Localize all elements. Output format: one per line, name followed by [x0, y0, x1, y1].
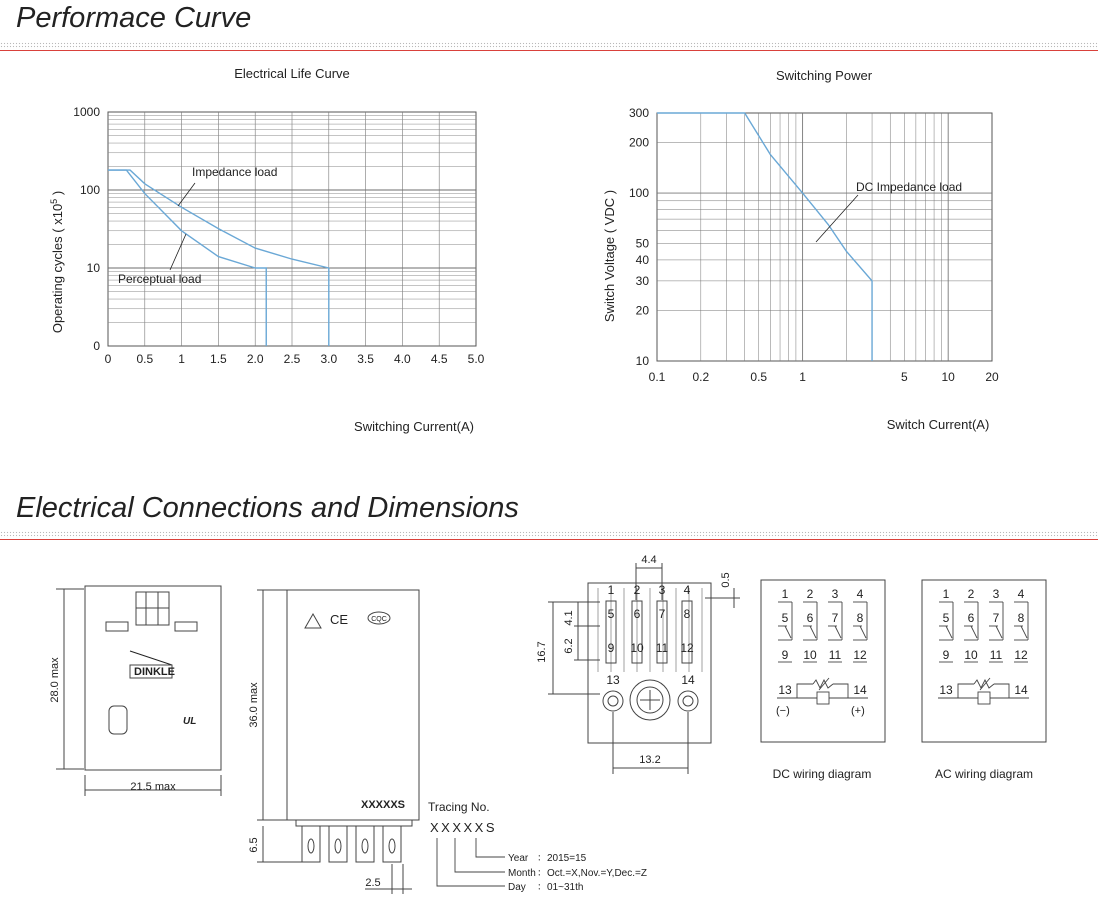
pin-number: 4	[683, 583, 691, 597]
year-label: Year	[508, 853, 529, 864]
front-width-dim: 21.5 max	[130, 781, 176, 793]
pin-number: 1	[607, 583, 615, 597]
pin-number: 7	[992, 611, 1000, 625]
x-tick-labels	[105, 352, 485, 366]
window	[109, 706, 127, 734]
dim-4-1: 4.1	[563, 610, 575, 626]
pin-number: 5	[942, 611, 950, 625]
pin	[356, 826, 374, 862]
y-tick-label: 0	[93, 339, 100, 353]
dim-13-2: 13.2	[639, 754, 661, 766]
side-view-drawing	[257, 590, 419, 894]
pin-number: 12	[1014, 648, 1028, 662]
x-tick-label: 0.1	[648, 370, 666, 384]
pin-number: 14	[1014, 683, 1028, 697]
slot	[106, 622, 128, 631]
dim-pitch: 4.4	[641, 554, 657, 566]
pin-number: 12	[853, 648, 867, 662]
pin-number: 10	[964, 648, 978, 662]
dim-top: 0.5	[720, 572, 732, 588]
dc-wiring-diagram	[761, 580, 885, 781]
x-tick-label: 0.5	[136, 352, 154, 366]
annotation-leader	[816, 195, 858, 242]
pin-number: 10	[630, 641, 644, 655]
pin-number: 1	[942, 587, 950, 601]
pin-number: 6	[633, 607, 641, 621]
y-axis-label: Switch Voltage ( VDC )	[602, 189, 617, 323]
pin-number: 13	[939, 683, 953, 697]
minus-label: (−)	[776, 705, 790, 717]
y-tick-labels	[73, 105, 100, 353]
x-tick-label: 2.5	[283, 352, 301, 366]
series-label-perceptual: Perceptual load	[118, 272, 202, 286]
dc-caption: DC wiring diagram	[772, 767, 872, 781]
section-title-connections: Electrical Connections and Dimensions	[16, 492, 519, 524]
y-tick-label: 300	[628, 106, 649, 120]
pin-number: 1	[781, 587, 789, 601]
pin-number: 11	[989, 648, 1003, 662]
annotation-leader	[178, 183, 195, 206]
pin-number: 14	[853, 683, 867, 697]
pin-number: 8	[683, 607, 691, 621]
pin-number: 10	[803, 648, 817, 662]
pin-number: 8	[856, 611, 864, 625]
x-tick-label: 20	[985, 370, 999, 384]
y-tick-labels	[629, 106, 649, 368]
y-tick-label: 30	[635, 273, 649, 288]
day-label: Day	[508, 882, 526, 893]
series-label-dc-impedance: DC Impedance load	[856, 180, 963, 194]
x-tick-label: 1	[178, 352, 185, 366]
pin-number: 9	[607, 641, 615, 655]
pin-number: 12	[680, 641, 694, 655]
y-tick-label: 50	[635, 236, 649, 251]
pin-number: 7	[831, 611, 839, 625]
series-line	[657, 113, 872, 361]
x-tick-label: 0.2	[692, 370, 710, 384]
x-tick-label: 4.0	[394, 352, 411, 366]
pin-number: 9	[781, 648, 789, 662]
pin-number: 3	[831, 587, 839, 601]
pin-number: 11	[655, 641, 669, 655]
pin-length-dim: 6.5	[248, 837, 260, 853]
pin-number: 5	[781, 611, 789, 625]
chart-title: Electrical Life Curve	[234, 66, 350, 81]
pin-number: 13	[606, 673, 620, 687]
x-axis-label: Switch Current(A)	[886, 417, 990, 432]
cqc-mark-label: CQC	[371, 616, 387, 623]
year-value: ：2015=15	[537, 853, 587, 864]
ac-wiring-diagram	[922, 580, 1046, 781]
ac-caption: AC wiring diagram	[934, 767, 1034, 781]
series-label-impedance: Impedance load	[192, 165, 278, 179]
x-tick-labels	[649, 370, 999, 384]
pin-number: 2	[806, 587, 814, 601]
pin	[383, 826, 401, 862]
electrical-life-chart	[49, 66, 485, 434]
tracing-number-legend	[428, 800, 647, 893]
month-value: ：Oct.=X,Nov.=Y,Dec.=Z	[537, 868, 647, 879]
pin-number: 2	[967, 587, 975, 601]
pin-number: 6	[806, 611, 814, 625]
y-tick-label: 200	[628, 135, 649, 150]
pin-number: 4	[856, 587, 864, 601]
annotation-leader	[170, 234, 186, 270]
series-line	[108, 170, 266, 346]
x-axis-label: Switching Current(A)	[354, 419, 474, 434]
chart-grid	[657, 113, 992, 361]
side-code-label: XXXXXS	[361, 799, 406, 811]
switching-power-chart	[602, 68, 999, 432]
tracing-title: Tracing No.	[428, 800, 490, 814]
y-tick-label: 40	[635, 252, 649, 267]
ce-mark-icon: CE	[330, 612, 349, 627]
month-label: Month	[508, 868, 536, 879]
front-view-drawing	[56, 586, 221, 796]
x-tick-label: 0	[104, 352, 112, 366]
section-title-performance: Performace Curve	[16, 2, 252, 34]
y-tick-label: 10	[635, 354, 649, 368]
pin-number: 4	[1017, 587, 1025, 601]
side-height-dim: 36.0 max	[248, 682, 260, 728]
chart-title: Switching Power	[775, 68, 873, 83]
x-tick-label: 4.5	[430, 352, 448, 366]
ul-mark-icon: UL	[183, 716, 197, 727]
y-tick-label: 20	[635, 303, 649, 318]
pin-number: 13	[778, 683, 792, 697]
series-lines	[657, 113, 872, 361]
x-tick-label: 5	[901, 370, 908, 384]
coil-symbol	[978, 692, 990, 704]
y-tick-label: 100	[79, 183, 100, 197]
dim-6-2: 6.2	[563, 638, 575, 654]
dim-16-7: 16.7	[536, 641, 548, 663]
pin	[329, 826, 347, 862]
pin-number: 14	[681, 673, 695, 687]
tracing-code: XXXXXS	[430, 820, 498, 835]
coil-symbol	[817, 692, 829, 704]
x-tick-label: 2.0	[246, 352, 264, 366]
pin-pitch-dim: 2.5	[365, 877, 381, 889]
x-tick-label: 1.5	[210, 352, 227, 366]
pin-number: 2	[633, 583, 641, 597]
x-tick-label: 0.5	[750, 370, 768, 384]
pin-number: 8	[1017, 611, 1025, 625]
x-tick-label: 1	[799, 370, 806, 384]
brand-label: DINKLE	[134, 666, 175, 678]
pin-number: 5	[607, 607, 615, 621]
y-tick-label: 100	[628, 186, 649, 201]
pin-number: 6	[967, 611, 975, 625]
base-plate	[296, 820, 412, 826]
pin-number: 11	[828, 648, 842, 662]
x-tick-label: 3.5	[357, 352, 374, 366]
pin-number: 3	[658, 583, 666, 597]
plus-label: (+)	[851, 705, 865, 717]
slot	[175, 622, 197, 631]
day-value: ：01~31th	[537, 882, 584, 893]
y-axis-label: Operating cycles ( $x10^5$ )	[49, 190, 65, 334]
x-tick-label: 5.0	[467, 352, 485, 366]
pin-number: 9	[942, 648, 950, 662]
y-tick-label: 10	[86, 261, 100, 275]
chart-grid	[108, 112, 476, 346]
front-height-dim: 28.0 max	[49, 657, 61, 703]
x-tick-label: 3.0	[320, 352, 338, 366]
pin-number: 3	[992, 587, 1000, 601]
y-tick-label: 1000	[73, 105, 100, 119]
warning-triangle-icon	[305, 614, 321, 628]
x-tick-label: 10	[941, 370, 955, 384]
pinout-drawing	[548, 563, 740, 774]
pin	[302, 826, 320, 862]
pin-number: 7	[658, 607, 666, 621]
